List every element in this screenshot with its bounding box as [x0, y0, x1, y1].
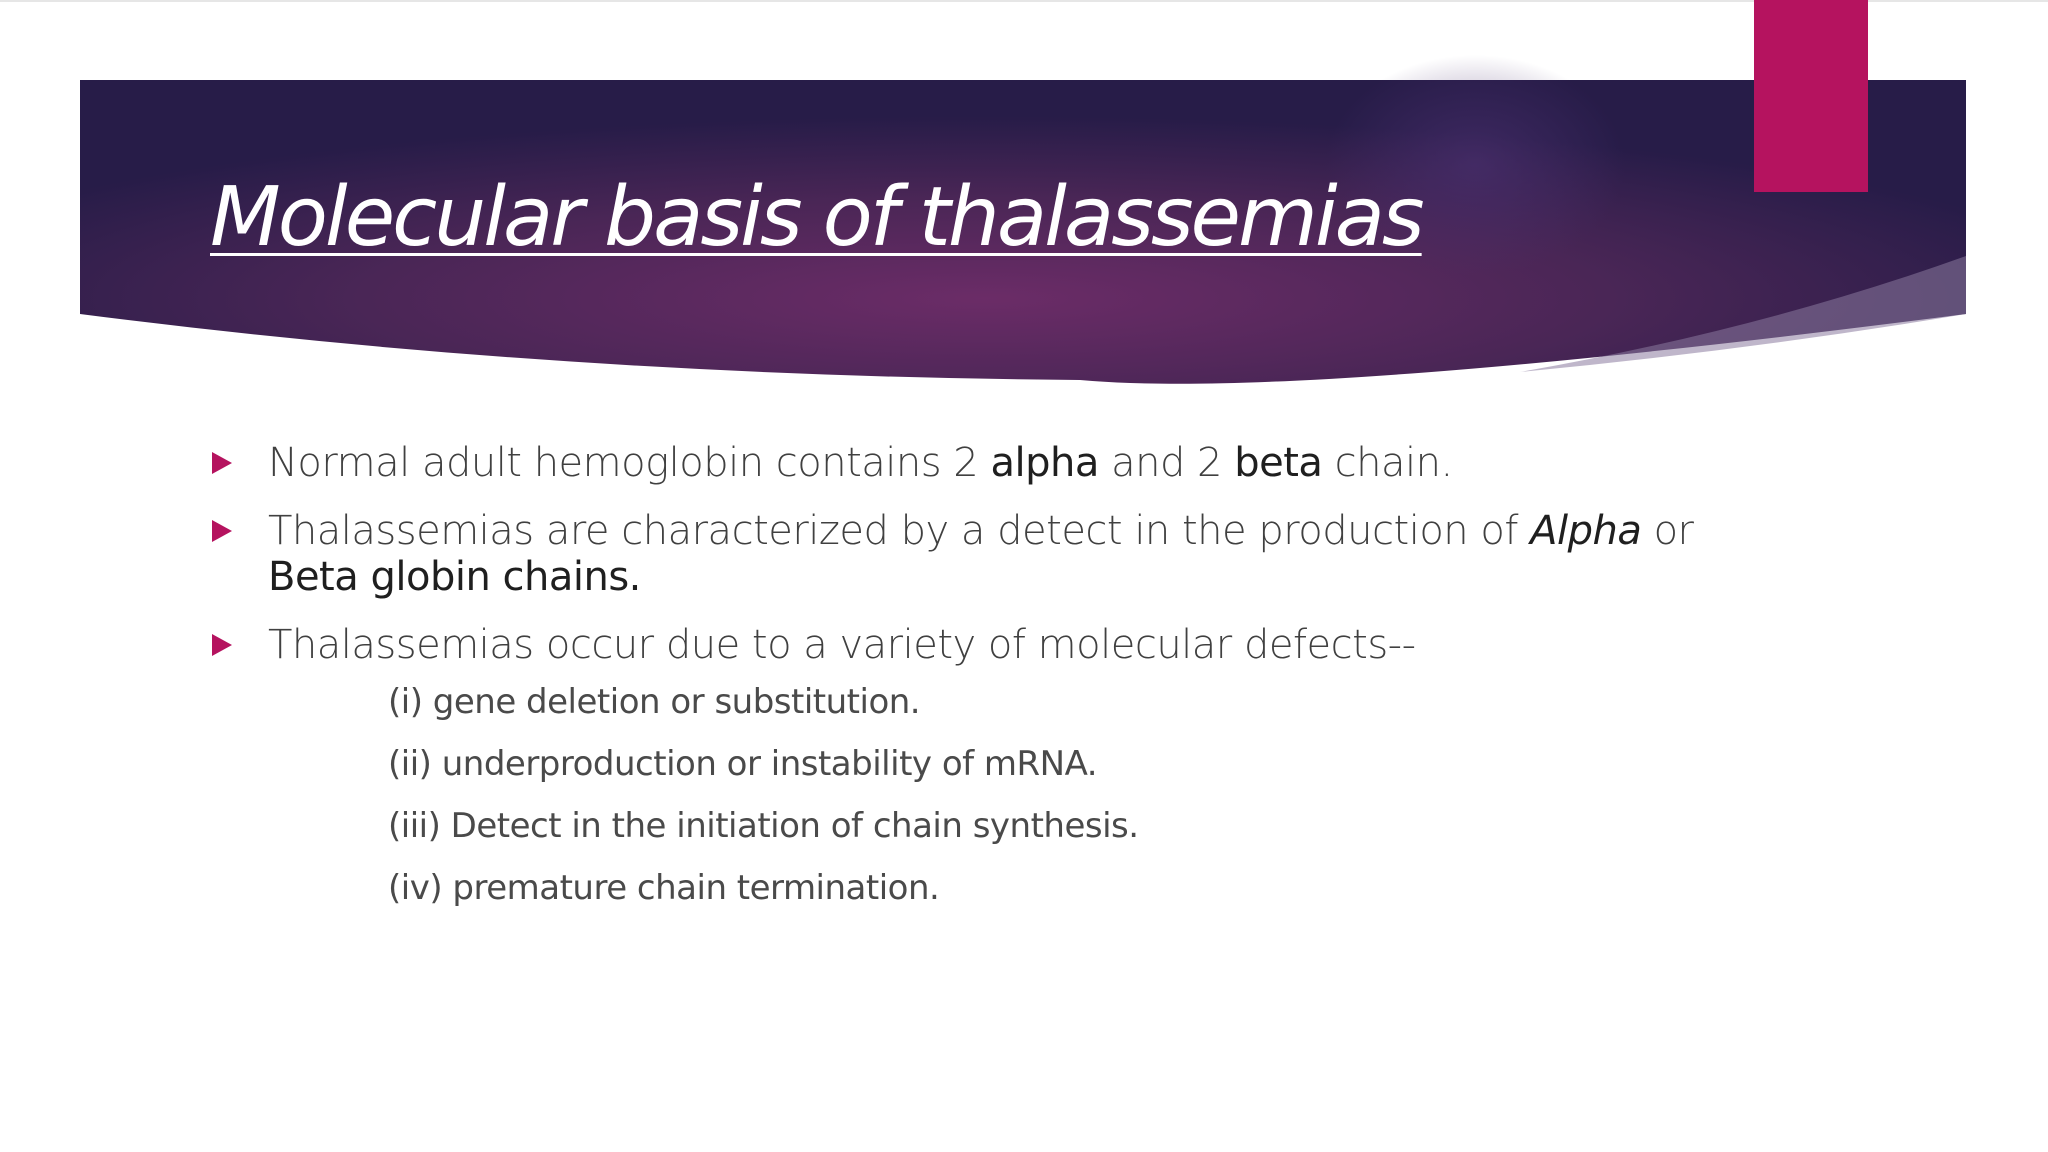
bullet-item: [208, 508, 1728, 600]
bullet-text: Normal adult hemoglobin contains 2: [268, 440, 991, 486]
defect-item: (iv) premature chain termination.: [388, 868, 940, 908]
bullet-item: [208, 622, 1728, 668]
bullet-arrow-icon: [212, 634, 232, 656]
slide-title: Molecular basis of thalassemias: [210, 170, 1422, 265]
defect-item: (ii) underproduction or instability of mRNA.: [388, 744, 1098, 784]
bullet-text: Thalassemias are characterized by a detect in the production of: [268, 508, 1531, 554]
defect-list: [208, 682, 1728, 908]
bullet-emphasis: beta: [1234, 440, 1323, 486]
accent-tab: [1754, 0, 1868, 192]
bullet-text: or: [1641, 508, 1694, 554]
bullet-italic: Alpha: [1530, 508, 1642, 554]
bullet-text: and 2: [1098, 440, 1235, 486]
bullet-item: [208, 440, 1728, 486]
slide-content: [208, 440, 1728, 930]
bullet-text: chain.: [1322, 440, 1453, 486]
defect-item: (i) gene deletion or substitution.: [388, 682, 921, 722]
bullet-text: Thalassemias occur due to a variety of molecular defects--: [268, 622, 1416, 668]
bullet-arrow-icon: [212, 520, 232, 542]
bullet-emphasis: alpha: [990, 440, 1099, 486]
defect-item: (iii) Detect in the initiation of chain synthesis.: [388, 806, 1139, 846]
bullet-arrow-icon: [212, 452, 232, 474]
bullet-emphasis: Beta globin chains.: [268, 554, 641, 600]
